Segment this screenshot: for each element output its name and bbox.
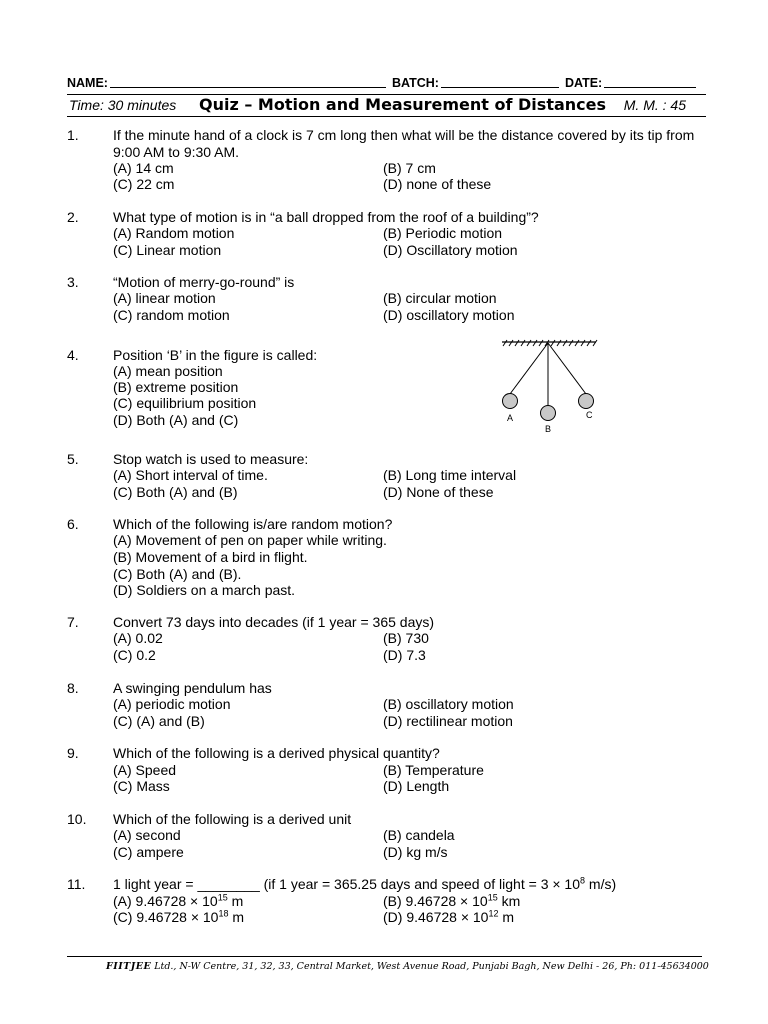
option-a: (A) 0.02 <box>113 630 163 646</box>
question-8 <box>67 680 707 730</box>
time-limit: Time: 30 minutes <box>69 97 177 113</box>
label-a: A <box>507 413 514 423</box>
option-a: (A) Random motion <box>113 225 235 241</box>
question-number: 6. <box>67 516 79 532</box>
question-stem: If the minute hand of a clock is 7 cm long then what will be the distance covered by its tip from 9:00 AM to 9:30 AM. <box>113 127 695 160</box>
question-7 <box>67 614 707 664</box>
option-b: (B) 730 <box>383 630 429 646</box>
option-d: (D) Length <box>383 778 450 794</box>
name-label: NAME: <box>67 76 108 90</box>
option-c: (C) Mass <box>113 778 170 794</box>
option-d: (D) Both (A) and (C) <box>113 412 239 428</box>
question-stem: “Motion of merry-go-round” is <box>113 274 295 290</box>
question-number: 5. <box>67 451 79 467</box>
option-c: (C) random motion <box>113 307 230 323</box>
option-b: (B) Temperature <box>383 762 484 778</box>
option-c: (C) 22 cm <box>113 176 175 192</box>
option-b: (B) Movement of a bird in flight. <box>113 549 308 565</box>
option-d: (D) kg m/s <box>383 844 448 860</box>
option-b: (B) Long time interval <box>383 467 517 483</box>
question-9 <box>67 745 707 795</box>
option-c: (C) $9.46728 \times 10^{18}$ m <box>113 908 245 925</box>
question-number: 4. <box>67 347 79 363</box>
header-rule-bottom <box>67 116 706 117</box>
option-c: (C) Both (A) and (B) <box>113 484 238 500</box>
option-a: (A) second <box>113 827 181 843</box>
footer-address: Ltd., N-W Centre, 31, 32, 33, Central Market, West Avenue Road, Punjabi Bagh, New Delhi - 26, Ph: 011-45634000 <box>151 961 709 972</box>
option-a: (A) Movement of pen on paper while writing. <box>113 532 387 548</box>
option-b: (B) oscillatory motion <box>383 696 514 712</box>
option-a: (A) $9.46728 \times 10^{15}$ m <box>113 892 244 909</box>
option-a: (A) linear motion <box>113 290 216 306</box>
page-title: Quiz – Motion and Measurement of Distances <box>199 95 607 114</box>
question-number: 2. <box>67 209 79 225</box>
question-number: 7. <box>67 614 79 630</box>
pendulum-bob-a <box>503 394 518 409</box>
option-b: (B) extreme position <box>113 379 239 395</box>
student-info-row <box>67 70 700 90</box>
question-stem: Convert 73 days into decades (if 1 year = 365 days) <box>113 614 435 630</box>
batch-blank <box>441 75 559 88</box>
question-number: 3. <box>67 274 79 290</box>
question-3 <box>67 274 707 324</box>
option-d: (D) none of these <box>383 176 492 192</box>
option-c: (C) 0.2 <box>113 647 156 663</box>
option-c: (C) Both (A) and (B). <box>113 566 242 582</box>
fiitjee-logo: FIITJEE <box>106 961 152 972</box>
question-stem: Which of the following is/are random motion? <box>113 516 393 532</box>
question-6 <box>67 516 707 600</box>
question-stem: Which of the following is a derived physical quantity? <box>113 745 440 761</box>
label-c: C <box>586 410 593 420</box>
question-4 <box>67 347 707 431</box>
option-b: (B) circular motion <box>383 290 497 306</box>
question-5 <box>67 451 707 501</box>
option-c: (C) equilibrium position <box>113 395 257 411</box>
batch-label: BATCH: <box>391 76 439 90</box>
option-d: (D) oscillatory motion <box>383 307 515 323</box>
option-b: (B) $9.46728 \times 10^{15}$ km <box>383 892 521 909</box>
option-d: (D) 7.3 <box>383 647 426 663</box>
footer <box>106 961 709 972</box>
pendulum-bob-b <box>541 406 556 421</box>
question-stem: What type of motion is in “a ball dropped from the roof of a building”? <box>113 209 539 225</box>
option-d: (D) $9.46728 \times 10^{12}$ m <box>383 908 515 925</box>
option-d: (D) rectilinear motion <box>383 713 513 729</box>
option-c: (C) Linear motion <box>113 242 222 258</box>
question-number: 8. <box>67 680 79 696</box>
question-11 <box>67 876 707 926</box>
pendulum-bob-c <box>579 394 594 409</box>
option-c: (C) ampere <box>113 844 184 860</box>
option-a: (A) Short interval of time. <box>113 467 268 483</box>
question-stem: A swinging pendulum has <box>113 680 272 696</box>
question-10 <box>67 811 707 861</box>
question-number: 9. <box>67 745 79 761</box>
option-d: (D) None of these <box>383 484 494 500</box>
pendulum-figure <box>498 336 602 436</box>
label-b: B <box>545 424 552 434</box>
option-a: (A) Speed <box>113 762 177 778</box>
max-marks: M. M. : 45 <box>623 97 686 113</box>
question-1 <box>67 127 707 193</box>
question-number: 10. <box>67 811 87 827</box>
option-a: (A) mean position <box>113 363 223 379</box>
option-a: (A) periodic motion <box>113 696 231 712</box>
name-blank <box>110 75 386 88</box>
option-b: (B) Periodic motion <box>383 225 503 241</box>
question-2 <box>67 209 707 259</box>
question-stem: 1 light year = ________ (if 1 year = 365.25 days and speed of light = $3 \times 10^8$ m/s) <box>113 875 617 892</box>
question-stem: Which of the following is a derived unit <box>113 811 352 827</box>
quiz-header <box>67 96 700 116</box>
question-stem: Position ‘B’ in the figure is called: <box>113 347 318 363</box>
option-b: (B) candela <box>383 827 455 843</box>
date-blank <box>604 75 696 88</box>
question-number: 11. <box>67 876 86 892</box>
question-stem: Stop watch is used to measure: <box>113 451 309 467</box>
option-d: (D) Oscillatory motion <box>383 242 518 258</box>
question-number: 1. <box>67 127 79 143</box>
date-label: DATE: <box>564 76 603 90</box>
footer-rule <box>67 956 702 957</box>
option-d: (D) Soldiers on a march past. <box>113 582 296 598</box>
option-b: (B) 7 cm <box>383 160 436 176</box>
option-a: (A) 14 cm <box>113 160 174 176</box>
option-c: (C) (A) and (B) <box>113 713 205 729</box>
